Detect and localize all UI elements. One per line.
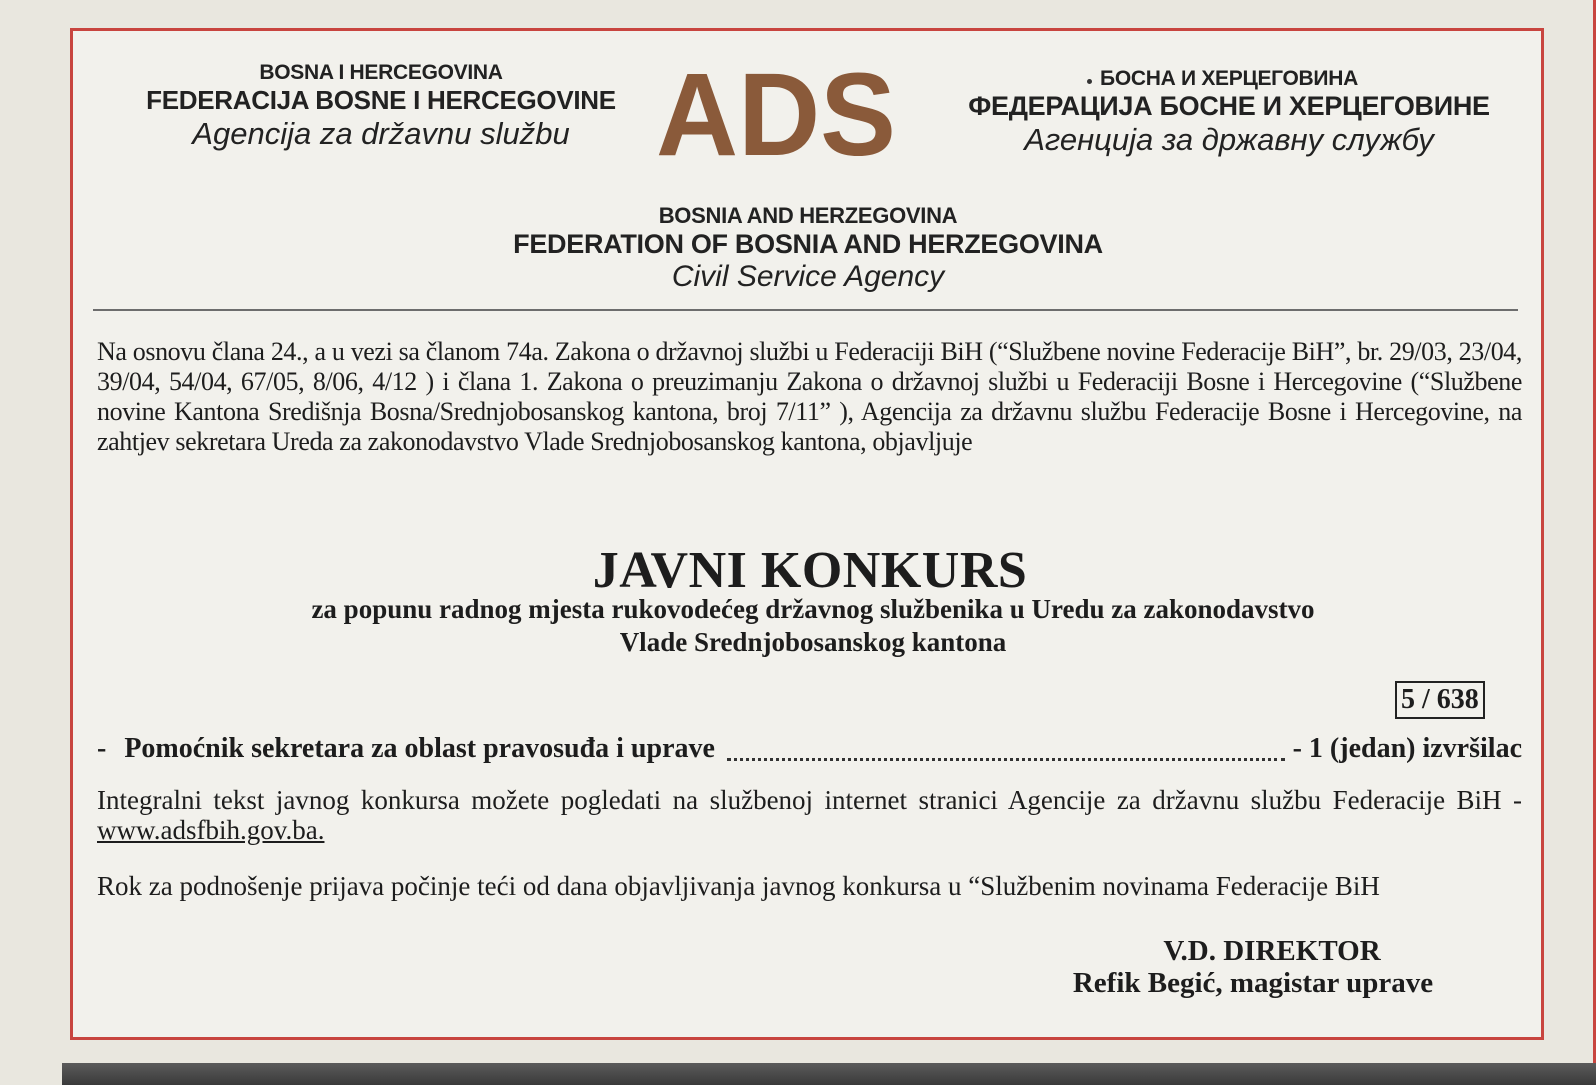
header-left-federation: FEDERACIJA BOSNE I HERCEGOVINE [146,85,616,115]
header-center [453,203,1163,294]
signature-name: Refik Begić, magistar uprave [1072,967,1434,999]
full-text-paragraph [97,785,1522,845]
ads-logo-text: ADS [656,57,896,167]
signature-role: V.D. DIREKTOR [1163,935,1381,967]
subtitle-line-1: za popunu radnog mjesta rukovodećeg državnog službenika u Uredu za zakonodavstvo [311,594,1315,624]
header-center-country: BOSNIA AND HERZEGOVINA [658,203,958,228]
header-right [939,67,1519,158]
notice-title: JAVNI KONKURS [592,542,1028,599]
notice-subtitle [133,593,1493,659]
full-text-sentence: Integralni tekst javnog konkursa možete pogledati na službenoj internet stranici Agencije za državnu službu Federacije BiH - [97,785,1522,815]
ads-logo [651,57,901,167]
signature-block [1033,935,1473,999]
decorative-dot [1087,79,1092,84]
header-center-agency: Civil Service Agency [671,260,945,293]
position-name: Pomoćnik sekretara za oblast pravosuđa i uprave [124,733,715,764]
header-divider [93,309,1518,311]
intro-paragraph: Na osnovu člana 24., a u vezi sa članom 74a. Zakona o državnoj službi u Federaciji BiH (“Službene novine Federacije BiH”, br. 29/03, 23/04, 39/04, 54/04, 67/05, 8/06, 4/12 ) i člana 1. Zakona o preuzimanju Zakona o državnoj službi u Federaciji Bosne i Hercegovine (“Službene novine Kantona Središnja Bosna/Srednjobosanskog kantona, broj 7/11” ), Agencija za državnu službu Federacije Bosne i Hercegovine, na zahtjev sekretara Ureda za zakonodavstvo Vlade Srednjobosanskog kantona, objavljuje [97,337,1522,456]
job-notice [70,28,1544,1040]
agency-website-link[interactable]: www.adsfbih.gov.ba. [97,815,325,845]
position-dash: - [97,733,107,764]
header-left [101,61,661,152]
header-right-agency: Агенција за државну службу [1024,122,1434,157]
header-center-federation: FEDERATION OF BOSNIA AND HERZEGOVINA [513,229,1103,259]
position-row [97,731,1522,767]
reference-number: 5 / 638 [1395,681,1485,719]
header-left-agency: Agencija za državnu službu [192,116,570,151]
next-ad-strip [62,1063,1596,1085]
header-right-country: БОСНА И ХЕРЦЕГОВИНА [1100,67,1358,90]
subtitle-line-2: Vlade Srednjobosanskog kantona [619,627,1007,657]
header-right-federation: ФЕДЕРАЦИЈА БОСНЕ И ХЕРЦЕГОВИНЕ [968,91,1490,121]
position-count: - 1 (jedan) izvršilac [1292,733,1522,764]
dotted-leader [727,750,1285,761]
deadline-paragraph: Rok za podnošenje prijava počinje teći od dana objavljivanja javnog konkursa u “Službenim novinama Federacije BiH [97,871,1380,901]
header-left-country: BOSNA I HERCEGOVINA [259,61,503,84]
